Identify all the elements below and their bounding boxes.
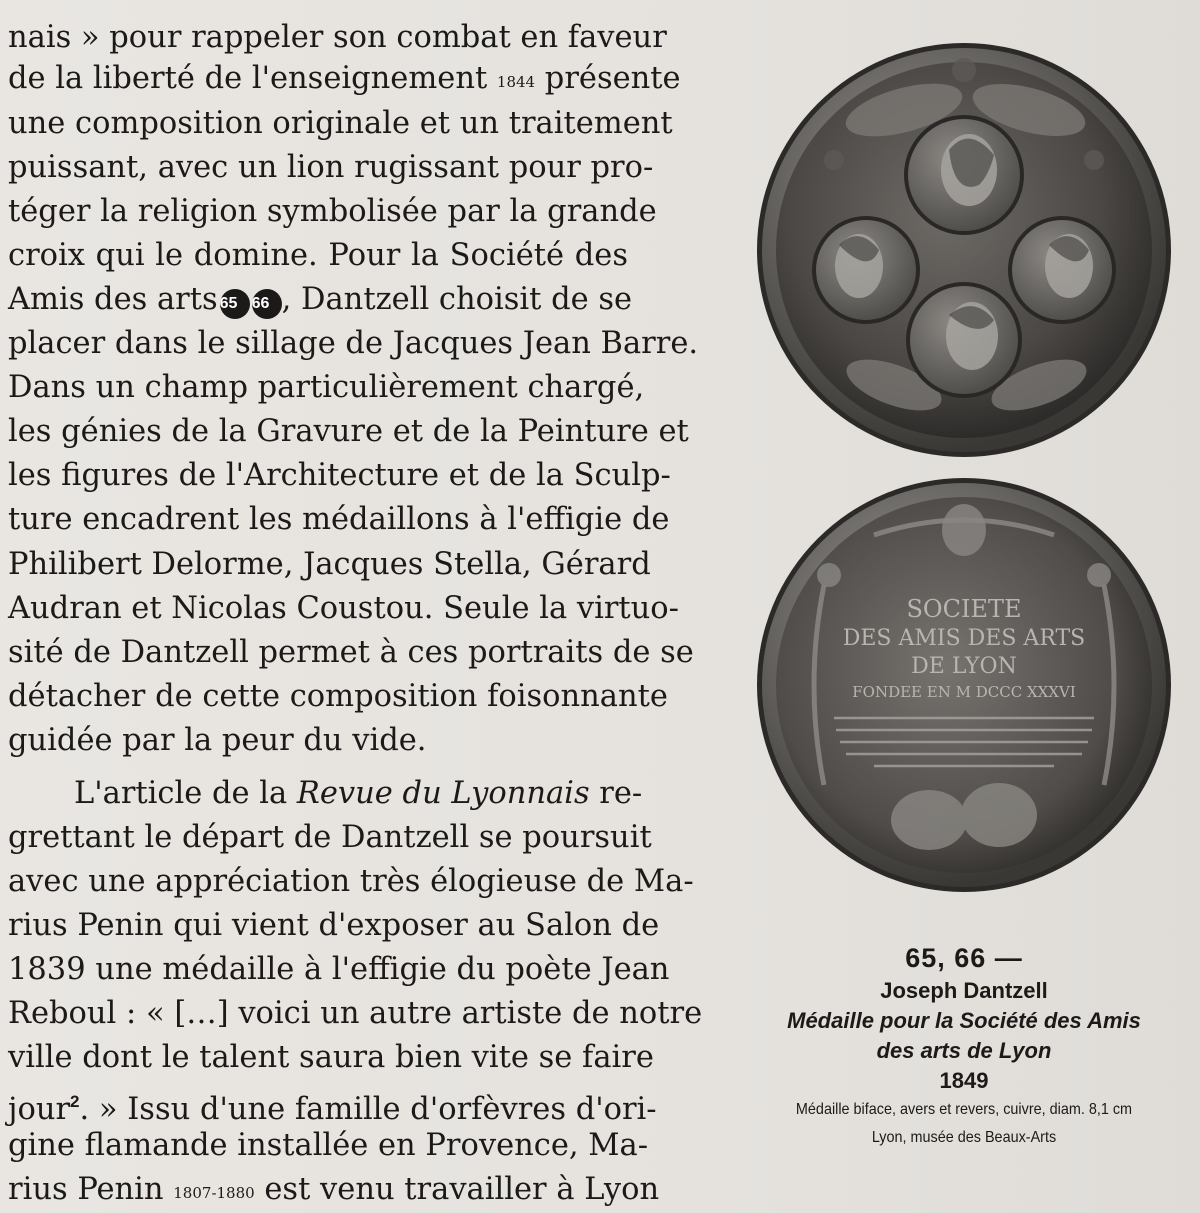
caption-artist: Joseph Dantzell: [880, 978, 1048, 1003]
text-line: grettant le départ de Dantzell se poursuit: [8, 820, 652, 855]
text-line: gine flamande installée en Provence, Ma-: [8, 1128, 649, 1163]
caption-details: Médaille biface, avers et revers, cuivre, diam. 8,1 cm: [795, 1101, 1133, 1118]
figure-caption: [700, 940, 1200, 1152]
text-line: une composition originale et un traitement: [8, 106, 673, 141]
medal-obverse-image: [754, 40, 1174, 460]
text-line: Audran et Nicolas Coustou. Seule la virtuo-: [8, 591, 679, 626]
text-line: nais » pour rappeler son combat en faveur: [8, 20, 667, 55]
caption-year: 1849: [939, 1068, 989, 1093]
caption-location: Lyon, musée des Beaux-Arts: [871, 1129, 1057, 1146]
figure-ref-66: 66: [252, 289, 282, 319]
text-line: avec une appréciation très élogieuse de Ma-: [8, 864, 694, 899]
text-line: les figures de l'Architecture et de la Sculp-: [8, 458, 671, 493]
caption-title: des arts de Lyon: [876, 1038, 1052, 1063]
text-line: rius Penin 1807-1880 est venu travailler à Lyon: [8, 1172, 660, 1207]
text-line: jour$^2$. » Issu d'une famille d'orfèvres d'ori-: [8, 1092, 657, 1127]
text-line: sité de Dantzell permet à ces portraits de se: [8, 635, 694, 670]
caption-numbers: 65, 66 —: [905, 943, 1023, 973]
text-line: placer dans le sillage de Jacques Jean Barre.: [8, 326, 699, 361]
text-line: téger la religion symbolisée par la grande: [8, 194, 657, 229]
text-line: guidée par la peur du vide.: [8, 723, 427, 758]
text-line: rius Penin qui vient d'exposer au Salon de: [8, 908, 660, 943]
text-line: détacher de cette composition foisonnante: [8, 679, 668, 714]
medal-inscription-line: FONDEE EN M DCCC XXXVI: [852, 683, 1076, 701]
text-line: L'article de la Revue du Lyonnais re-: [74, 776, 643, 811]
text-line: ville dont le talent saura bien vite se faire: [8, 1040, 654, 1075]
year-small: 1844: [496, 73, 536, 91]
text-line: Philibert Delorme, Jacques Stella, Gérard: [8, 547, 651, 582]
medal-reverse-image: [754, 475, 1174, 895]
medal-inscription-line: DES AMIS DES ARTS: [842, 626, 1086, 651]
text-line: Dans un champ particulièrement chargé,: [8, 370, 645, 405]
footnote-mark: 2: [70, 1092, 80, 1111]
text-line: 1839 une médaille à l'effigie du poète Jean: [8, 952, 670, 987]
text-line: ture encadrent les médaillons à l'effigie de: [8, 502, 670, 537]
text-line: croix qui le domine. Pour la Société des: [8, 238, 628, 273]
caption-title: Médaille pour la Société des Amis: [787, 1008, 1141, 1033]
dates-small: 1807-1880: [173, 1184, 255, 1202]
text-line: Amis des arts 65 66 , Dantzell choisit de se: [8, 282, 633, 317]
medal-inscription-line: SOCIETE: [906, 595, 1022, 623]
text-line: Reboul : « […] voici un autre artiste de notre: [8, 996, 703, 1031]
medal-inscription-line: DE LYON: [911, 654, 1017, 679]
figure-ref-65: 65: [220, 289, 250, 319]
journal-title: Revue du Lyonnais: [296, 776, 590, 811]
text-line: les génies de la Gravure et de la Peinture et: [8, 414, 689, 449]
text-line: de la liberté de l'enseignement 1844 présente: [8, 61, 681, 96]
text-line: puissant, avec un lion rugissant pour pro-: [8, 150, 654, 185]
